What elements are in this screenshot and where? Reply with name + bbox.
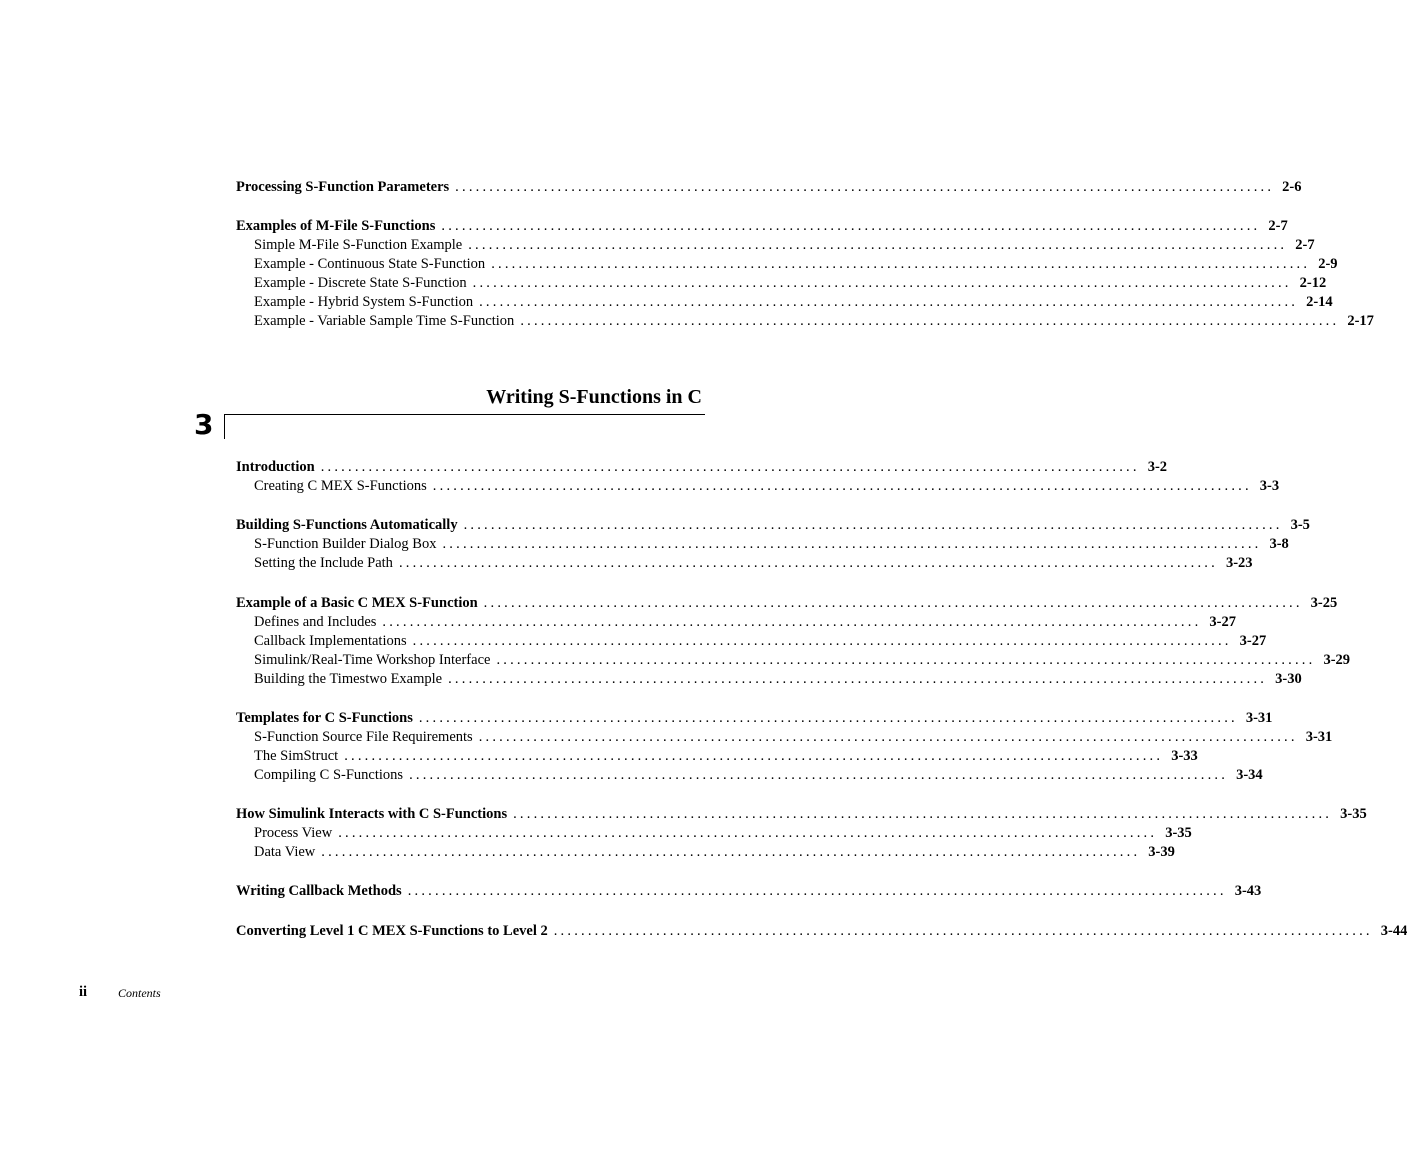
toc-entry-page: 2-7 <box>1268 218 1288 234</box>
toc-leader-dots: ........................................................................................................................ <box>479 294 1299 310</box>
chapter-vertical-rule <box>224 414 225 439</box>
toc-entry-title: Writing Callback Methods <box>236 883 402 899</box>
toc-entry-page: 3-31 <box>1305 729 1333 745</box>
toc-leader-dots: ........................................................................................................................ <box>418 710 1238 726</box>
toc-entry-title: Building S-Functions Automatically <box>236 517 458 533</box>
toc-subentry[interactable] <box>254 824 1192 843</box>
toc-entry-title: S-Function Source File Requirements <box>254 729 473 745</box>
toc-leader-dots: ........................................................................................................................ <box>472 275 1292 291</box>
toc-entry-page: 3-27 <box>1239 633 1267 649</box>
toc-entry-title: Templates for C S-Functions <box>236 710 413 726</box>
toc-entry-title: Example - Continuous State S-Function <box>254 256 486 272</box>
toc-entry-title: Callback Implementations <box>254 633 407 649</box>
toc-subentry[interactable] <box>254 255 1338 274</box>
footer-label: Contents <box>118 986 161 1000</box>
toc-subentry[interactable] <box>254 747 1198 766</box>
toc-leader-dots: ........................................................................................................................ <box>412 633 1232 649</box>
chapter-title: Writing S-Functions in C <box>486 386 702 408</box>
toc-entry-title: Introduction <box>236 459 315 475</box>
toc-leader-dots: ........................................................................................................................ <box>491 256 1311 272</box>
toc-leader-dots: ........................................................................................................................ <box>338 825 1158 841</box>
toc-leader-dots: ........................................................................................................................ <box>398 555 1218 571</box>
toc-subentry[interactable] <box>254 293 1333 312</box>
toc-subentry[interactable] <box>254 554 1253 573</box>
toc-leader-dots: ........................................................................................................................ <box>442 536 1262 552</box>
toc-entry-page: 2-12 <box>1299 275 1327 291</box>
toc-entry-page: 3-35 <box>1340 806 1367 822</box>
toc-subentry[interactable] <box>254 477 1280 496</box>
toc-leader-dots: ........................................................................................................................ <box>468 237 1288 253</box>
toc-entry-page: 2-7 <box>1295 237 1315 253</box>
toc-entry-page: 3-44 <box>1380 923 1407 939</box>
toc-leader-dots: ........................................................................................................................ <box>483 595 1303 611</box>
toc-leader-dots: ........................................................................................................................ <box>513 806 1333 822</box>
toc-entry-page: 3-5 <box>1290 517 1310 533</box>
toc-entry-title: Example - Discrete State S-Function <box>254 275 467 291</box>
toc-entry-page: 3-31 <box>1245 710 1273 726</box>
toc-entry-page: 3-25 <box>1310 595 1338 611</box>
toc-entry[interactable] <box>236 594 1338 613</box>
toc-entry[interactable] <box>236 217 1288 236</box>
footer-page-number: ii <box>79 984 88 1000</box>
toc-leader-dots: ........................................................................................................................ <box>520 313 1340 329</box>
toc-entry-page: 3-3 <box>1259 478 1280 494</box>
toc-entry-title: Creating C MEX S-Functions <box>254 478 427 494</box>
toc-entry-page: 2-17 <box>1347 313 1374 329</box>
toc-entry-page: 3-2 <box>1147 459 1168 475</box>
toc-leader-dots: ........................................................................................................................ <box>320 459 1140 475</box>
toc-leader-dots: ........................................................................................................................ <box>448 671 1268 687</box>
toc-entry-title: Process View <box>254 825 333 841</box>
toc-entry-page: 2-6 <box>1282 179 1302 195</box>
toc-entry[interactable] <box>236 178 1302 197</box>
toc-leader-dots: ........................................................................................................................ <box>321 844 1141 860</box>
toc-leader-dots: ........................................................................................................................ <box>432 478 1252 494</box>
chapter-number: 3 <box>194 408 214 441</box>
toc-entry-page: 3-27 <box>1209 614 1236 630</box>
toc-entry-title: Data View <box>254 844 316 860</box>
toc-entry-title: S-Function Builder Dialog Box <box>254 536 437 552</box>
toc-entry-page: 3-33 <box>1171 748 1198 764</box>
toc-entry-title: Simple M-File S-Function Example <box>254 237 463 253</box>
toc-entry-title: Example of a Basic C MEX S-Function <box>236 595 478 611</box>
toc-subentry[interactable] <box>254 613 1236 632</box>
toc-leader-dots: ........................................................................................................................ <box>344 748 1164 764</box>
toc-entry[interactable] <box>236 805 1367 824</box>
toc-entry-title: Building the Timestwo Example <box>254 671 443 687</box>
toc-subentry[interactable] <box>254 312 1374 331</box>
toc-entry-title: Setting the Include Path <box>254 555 393 571</box>
toc-entry-page: 3-23 <box>1225 555 1253 571</box>
toc-entry-title: Example - Variable Sample Time S-Function <box>254 313 515 329</box>
toc-entry-title: Simulink/Real-Time Workshop Interface <box>254 652 491 668</box>
toc-entry-page: 3-34 <box>1236 767 1263 783</box>
toc-entry-title: Compiling C S-Functions <box>254 767 404 783</box>
toc-entry-title: Examples of M-File S-Functions <box>236 218 436 234</box>
toc-entry-page: 2-9 <box>1318 256 1338 272</box>
toc-subentry[interactable] <box>254 843 1175 862</box>
toc-entry-page: 3-43 <box>1234 883 1262 899</box>
toc-subentry[interactable] <box>254 274 1327 293</box>
toc-entry[interactable] <box>236 458 1168 477</box>
toc-subentry[interactable] <box>254 670 1302 689</box>
toc-leader-dots: ........................................................................................................................ <box>463 517 1283 533</box>
toc-subentry[interactable] <box>254 651 1351 670</box>
toc-leader-dots: ........................................................................................................................ <box>478 729 1298 745</box>
toc-leader-dots: ........................................................................................................................ <box>382 614 1202 630</box>
toc-entry[interactable] <box>236 922 1407 941</box>
toc-subentry[interactable] <box>254 766 1263 785</box>
toc-entry-title: The SimStruct <box>254 748 339 764</box>
toc-entry[interactable] <box>236 882 1262 901</box>
toc-subentry[interactable] <box>254 728 1333 747</box>
toc-entry[interactable] <box>236 709 1273 728</box>
toc-entry-page: 3-30 <box>1275 671 1302 687</box>
toc-entry-title: Processing S-Function Parameters <box>236 179 450 195</box>
toc-subentry[interactable] <box>254 236 1315 255</box>
toc-entry-page: 3-29 <box>1323 652 1351 668</box>
toc-entry-title: Defines and Includes <box>254 614 377 630</box>
toc-leader-dots: ........................................................................................................................ <box>407 883 1227 899</box>
toc-entry-title: Converting Level 1 C MEX S-Functions to Level 2 <box>236 923 548 939</box>
toc-leader-dots: ........................................................................................................................ <box>409 767 1229 783</box>
toc-leader-dots: ........................................................................................................................ <box>553 923 1373 939</box>
toc-entry-page: 3-39 <box>1148 844 1175 860</box>
chapter-rule <box>224 414 705 415</box>
toc-entry-page: 3-35 <box>1165 825 1192 841</box>
toc-entry-page: 3-8 <box>1269 536 1289 552</box>
toc-subentry[interactable] <box>254 535 1289 554</box>
toc-entry-title: How Simulink Interacts with C S-Functions <box>236 806 508 822</box>
toc-entry-page: 2-14 <box>1306 294 1333 310</box>
toc-entry-title: Example - Hybrid System S-Function <box>254 294 474 310</box>
toc-leader-dots: ........................................................................................................................ <box>455 179 1275 195</box>
toc-subentry[interactable] <box>254 632 1267 651</box>
toc-leader-dots: ........................................................................................................................ <box>441 218 1261 234</box>
toc-entry[interactable] <box>236 516 1310 535</box>
toc-leader-dots: ........................................................................................................................ <box>496 652 1316 668</box>
